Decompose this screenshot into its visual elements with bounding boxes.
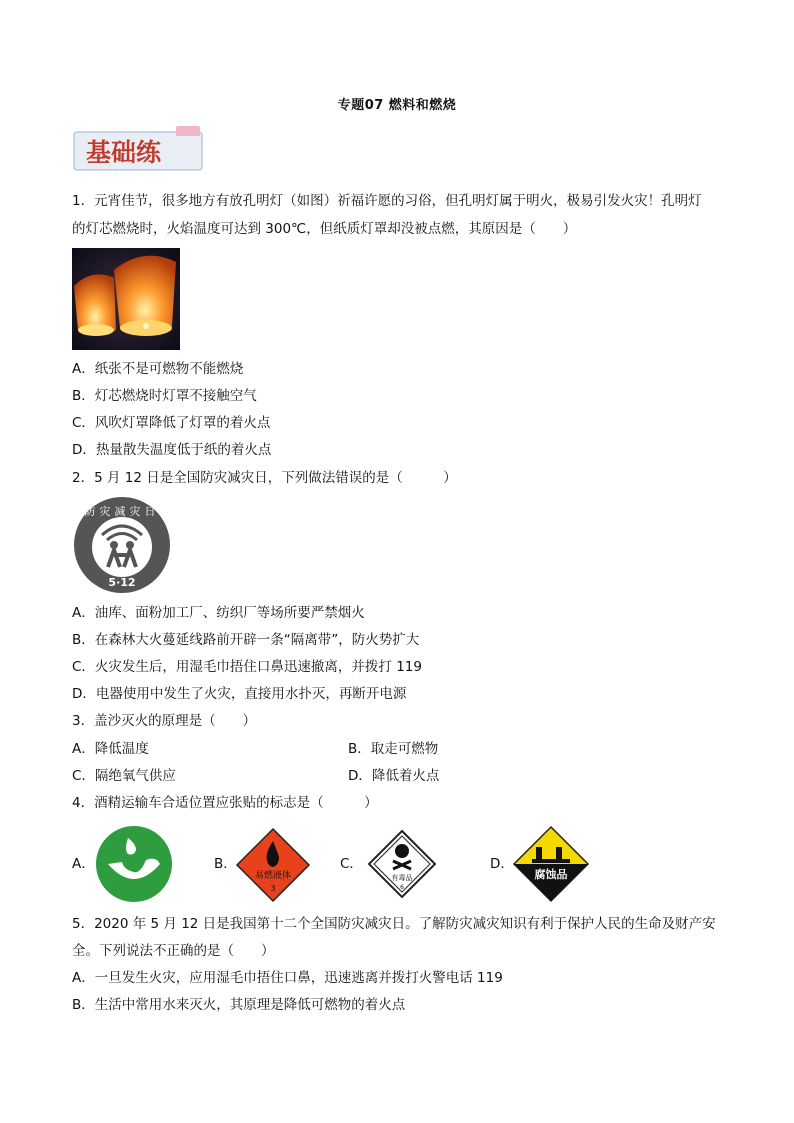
q2-stem-line1: 2．5 月 12 日是全国防灾减灾日，下列做法错误的是（ ）: [72, 470, 457, 486]
q3-option-d: D．降低着火点: [348, 768, 440, 784]
q4-label-d: D．: [490, 856, 514, 872]
toxic-sign: [367, 829, 437, 899]
q5-option-a: A．一旦发生火灾，应用湿毛巾捂住口鼻，迅速逃离并拨打火警电话 119: [72, 970, 503, 986]
q1-option-d: D．热量散失温度低于纸的着火点: [72, 442, 272, 458]
q2-option-d: D．电器使用中发生了火灾，直接用水扑灭，再断开电源: [72, 686, 407, 702]
page-title: 专题07 燃料和燃烧: [337, 98, 457, 113]
section-banner: [72, 124, 212, 174]
q3-stem: 3．盖沙灭火的原理是（ ）: [72, 713, 257, 729]
toxic-text: 有毒品: [391, 874, 413, 882]
q3-option-b: B．取走可燃物: [348, 741, 439, 757]
green-water-sign: [94, 824, 174, 904]
flammable-text: 易燃液体: [254, 871, 292, 881]
q1-option-b: B．灯芯燃烧时灯罩不接触空气: [72, 388, 257, 404]
disaster-day-logo: [72, 495, 172, 595]
flammable-liquid-sign: [235, 827, 311, 903]
q4-stem: 4．酒精运输车合适位置应张贴的标志是（ ）: [72, 795, 378, 811]
logo-ring-text: 防灾减灾日: [84, 505, 160, 518]
logo-date: 5·12: [108, 576, 136, 589]
toxic-class: 6: [400, 884, 404, 891]
flammable-class: 3: [270, 884, 276, 893]
q1-stem-line2: 的灯芯燃烧时，火焰温度可达到 300℃，但纸质灯罩却没被点燃，其原因是（ ）: [72, 221, 577, 237]
q2-option-b: B．在森林大火蔓延线路前开辟一条“隔离带”，防火势扩大: [72, 632, 420, 648]
q1-option-a: A．纸张不是可燃物不能燃烧: [72, 361, 244, 377]
corrosive-text: 腐蚀品: [534, 868, 568, 881]
q4-label-b: B．: [214, 856, 237, 872]
q5-option-b: B．生活中常用水来灭火，其原理是降低可燃物的着火点: [72, 997, 406, 1013]
sky-lantern-image: [72, 248, 180, 350]
banner-text: 基础练: [86, 138, 162, 167]
q2-option-a: A．油库、面粉加工厂、纺织厂等场所要严禁烟火: [72, 605, 365, 621]
q3-option-c: C．隔绝氧气供应: [72, 768, 176, 784]
q4-label-a: A．: [72, 856, 95, 872]
q1-stem-line1: 1．元宵佳节，很多地方有放孔明灯（如图）祈福许愿的习俗，但孔明灯属于明火，极易引发火灾！孔明灯: [72, 193, 702, 209]
q4-label-c: C．: [340, 856, 363, 872]
q5-stem-line1: 5．2020 年 5 月 12 日是我国第十二个全国防灾减灾日。了解防灾减灾知识有利于保护人民的生命及财产安: [72, 916, 716, 932]
corrosive-sign: [512, 825, 590, 903]
q2-option-c: C．火灾发生后，用湿毛巾捂住口鼻迅速撤离，并拨打 119: [72, 659, 422, 675]
q5-stem-line2: 全。下列说法不正确的是（ ）: [72, 943, 275, 959]
q3-option-a: A．降低温度: [72, 741, 149, 757]
q1-option-c: C．风吹灯罩降低了灯罩的着火点: [72, 415, 271, 431]
